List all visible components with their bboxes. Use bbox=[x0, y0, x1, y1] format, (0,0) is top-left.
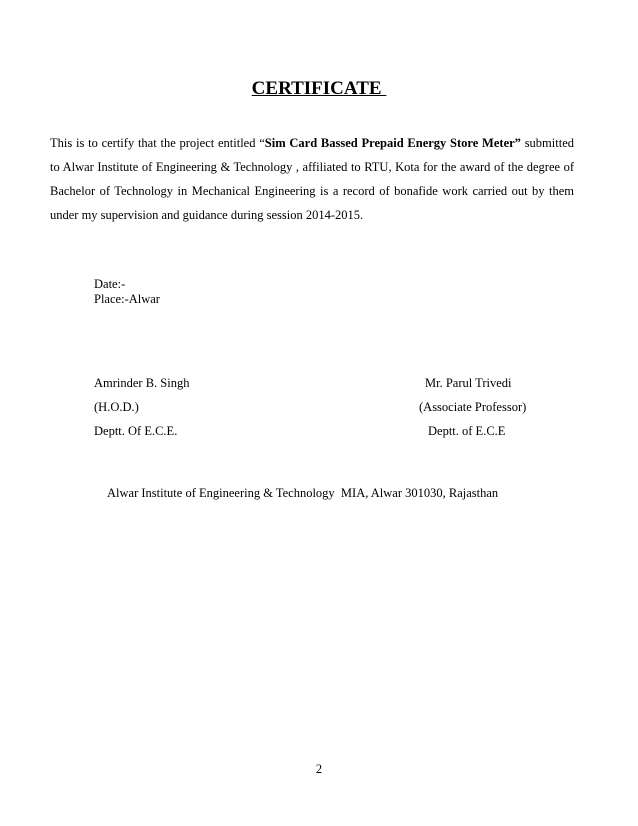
left-signatory-dept: Deptt. Of E.C.E. bbox=[94, 424, 178, 438]
right-signatory-dept: Deptt. of E.C.E bbox=[428, 424, 506, 438]
institute-address: Alwar Institute of Engineering & Technology MIA, Alwar 301030, Rajasthan bbox=[107, 486, 499, 500]
right-signatory-role: (Associate Professor) bbox=[419, 400, 527, 414]
certificate-body bbox=[50, 131, 574, 227]
certificate-title: CERTIFICATE bbox=[251, 78, 387, 99]
page-number: 2 bbox=[315, 762, 323, 776]
left-signatory-role: (H.O.D.) bbox=[94, 400, 139, 414]
body-rest: submitted to Alwar Institute of Engineering & Technology , affiliated to RTU, Kota for the award of the degree of Bachelor of Technology in Mechanical Engineering is a record of bonafide work carried out by them under my supervision and guidance during session 2014-2015. bbox=[50, 136, 574, 222]
project-title: Sim Card Bassed Prepaid Energy Store Meter” bbox=[264, 136, 521, 150]
body-intro: This is to certify that the project entitled “ bbox=[50, 136, 265, 150]
right-signatory-name: Mr. Parul Trivedi bbox=[425, 376, 512, 390]
place-label: Place:-Alwar bbox=[94, 292, 160, 306]
date-label: Date:- bbox=[94, 277, 126, 291]
left-signatory-name: Amrinder B. Singh bbox=[94, 376, 190, 390]
